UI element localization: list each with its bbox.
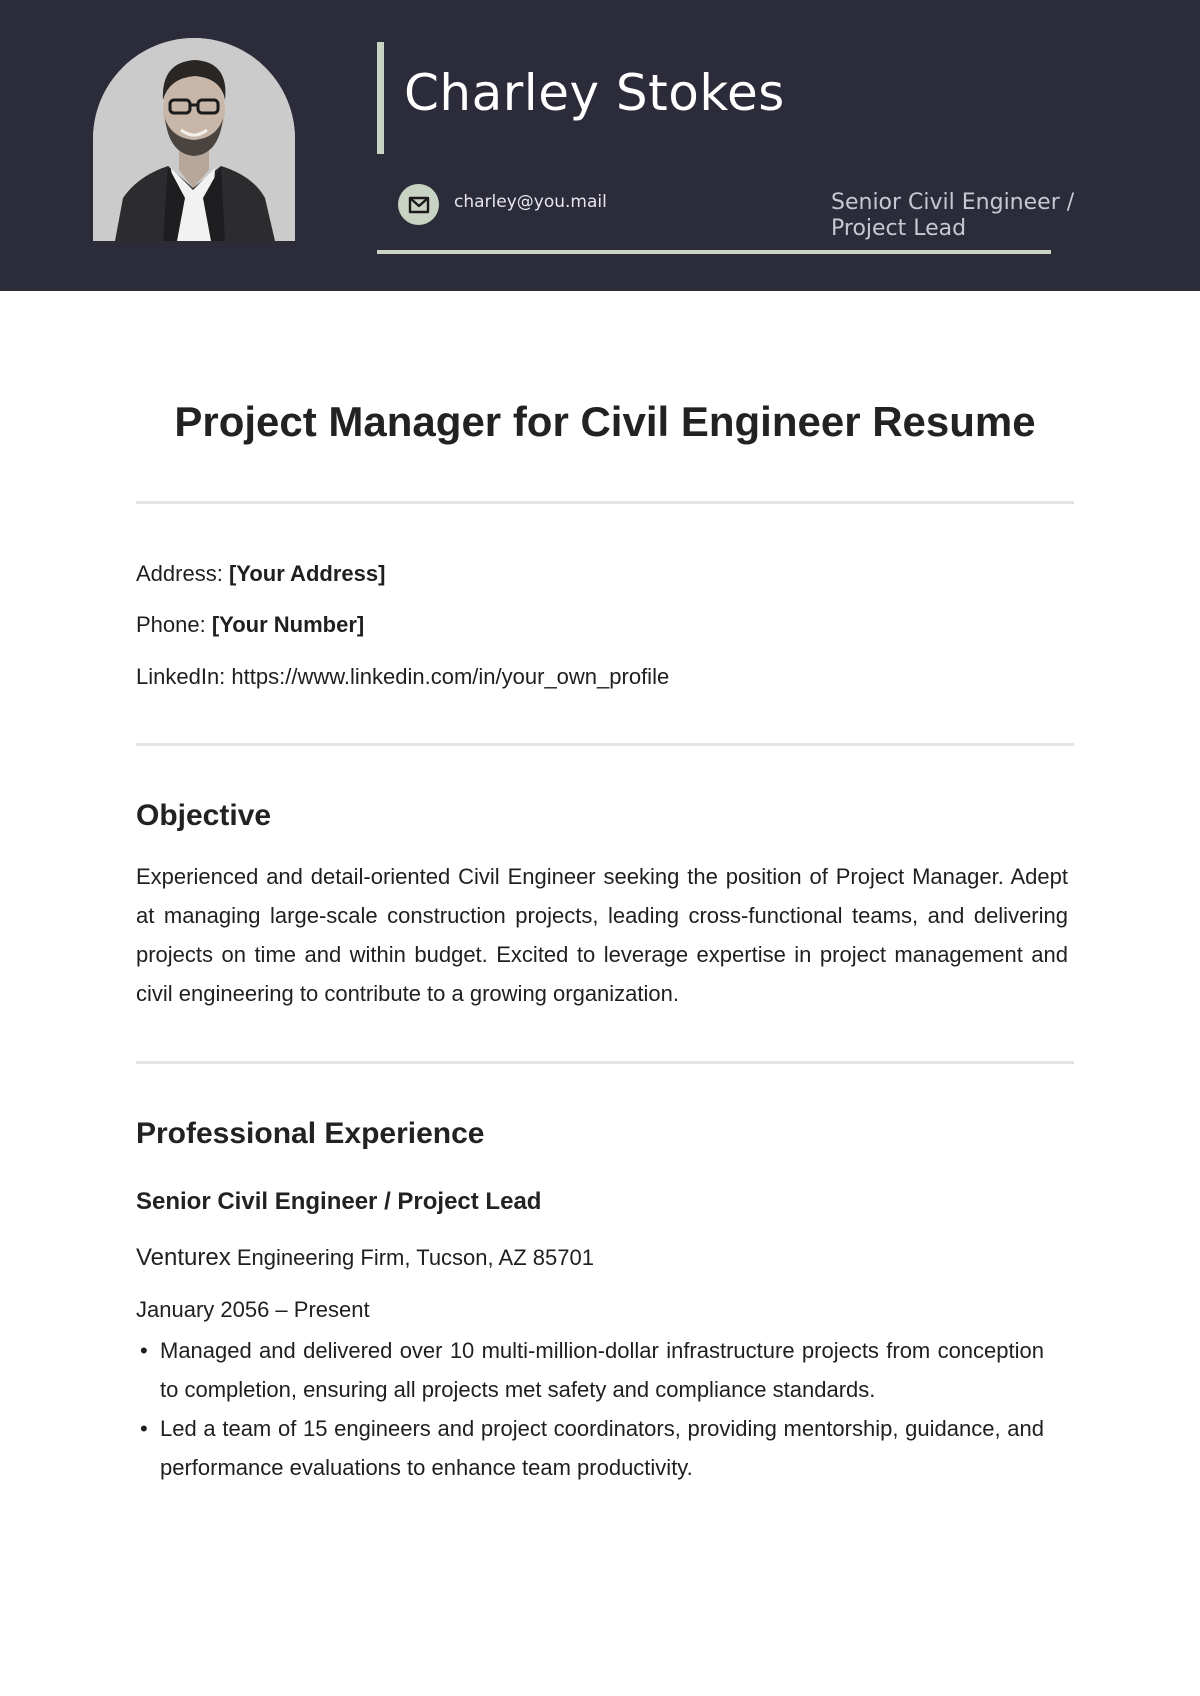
email-address[interactable]: charley@you.mail — [454, 192, 607, 212]
address-value: [Your Address] — [228, 561, 386, 586]
job-title: Senior Civil Engineer / Project Lead — [136, 1188, 542, 1215]
name-accent-bar — [377, 42, 384, 154]
profile-photo — [93, 38, 295, 241]
divider — [136, 743, 1074, 746]
objective-text: Experienced and detail-oriented Civil Engineer seeking the position of Project Manager. Adept at managing large-scale construction projects, leading cross-functional teams, and delivering projects on time and within budget. Excited to leverage expertise in project management and civil engineering to contribute to a growing organization. — [136, 864, 1068, 1006]
job-role: Senior Civil Engineer / Project Lead — [831, 190, 1075, 241]
address-label: Address: — [136, 561, 223, 586]
job-dates: January 2056 – Present — [136, 1297, 370, 1322]
company-name: Venturex — [136, 1244, 231, 1271]
divider — [136, 1061, 1074, 1064]
email-icon-badge — [398, 184, 439, 225]
list-item: • Managed and delivered over 10 multi-million-dollar infrastructure projects from conception to completion, ensuring all projects met safety and compliance standards. — [136, 1331, 1044, 1409]
candidate-name: Charley Stokes — [404, 64, 785, 122]
header-banner — [0, 0, 1200, 291]
objective-heading: Objective — [136, 799, 272, 832]
address-line — [136, 561, 385, 587]
profile-photo-portrait — [93, 38, 295, 241]
linkedin-label: LinkedIn: — [136, 664, 226, 689]
linkedin-line — [136, 664, 669, 690]
envelope-icon — [408, 196, 430, 214]
list-item: • Led a team of 15 engineers and project coordinators, providing mentorship, guidance, and performance evaluations to enhance team productivity. — [136, 1409, 1044, 1487]
phone-line — [136, 612, 364, 638]
job-bullet-list — [136, 1331, 1044, 1487]
company-line — [136, 1244, 594, 1272]
experience-heading: Professional Experience — [136, 1117, 485, 1150]
company-details: Engineering Firm, Tucson, AZ 85701 — [236, 1245, 594, 1270]
phone-value: [Your Number] — [211, 612, 365, 637]
header-divider — [377, 250, 1051, 254]
linkedin-link[interactable]: https://www.linkedin.com/in/your_own_profile — [231, 664, 670, 689]
phone-label: Phone: — [136, 612, 206, 637]
divider — [136, 501, 1074, 504]
page-title: Project Manager for Civil Engineer Resume — [174, 398, 1036, 445]
